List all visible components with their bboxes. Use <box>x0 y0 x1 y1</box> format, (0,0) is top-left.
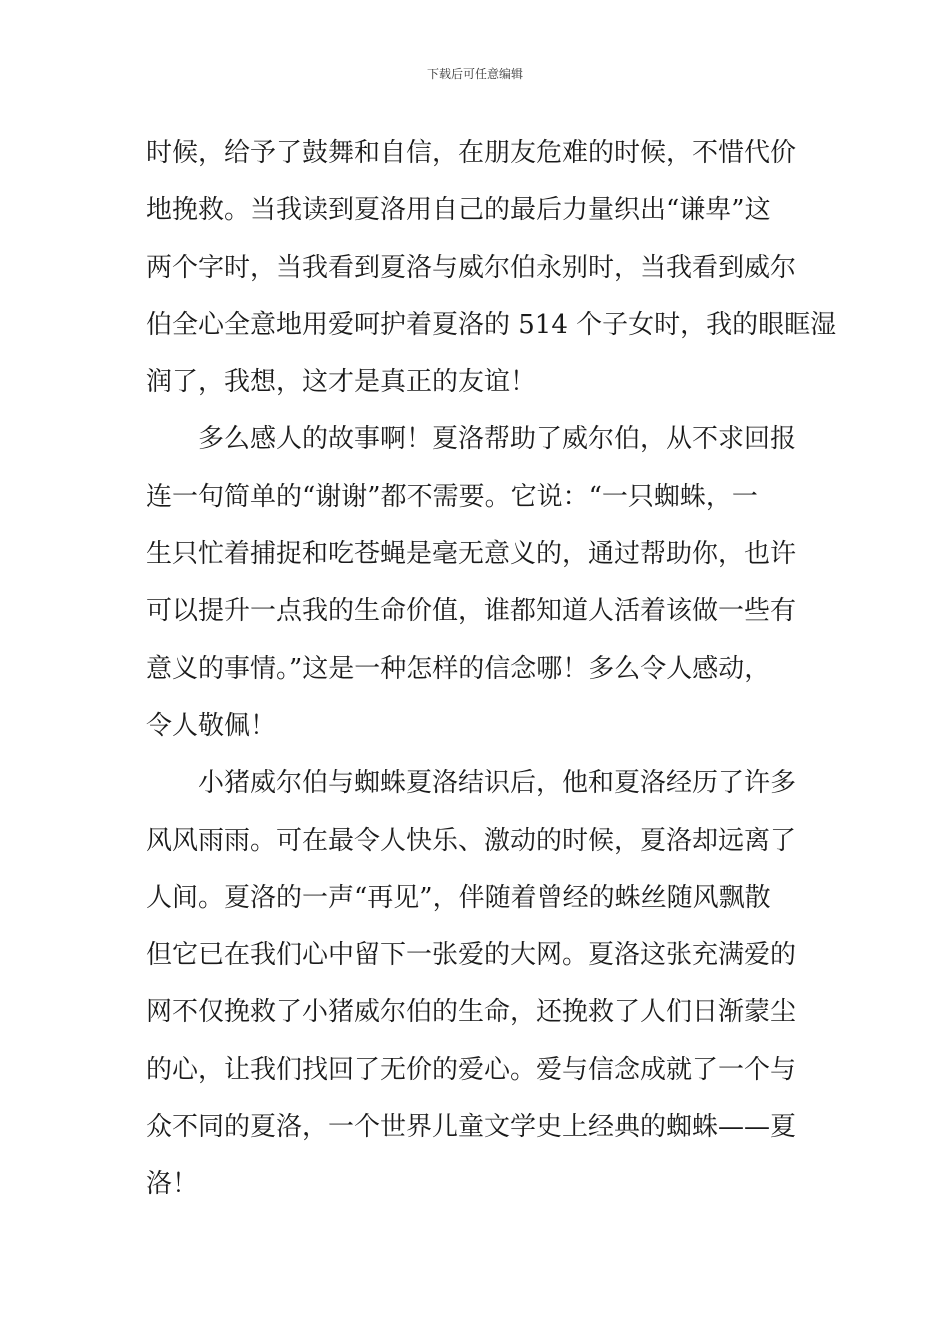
text-line: 意义的事情。”这是一种怎样的信念哪！多么令人感动， <box>146 653 771 684</box>
text-line: 时候，给予了鼓舞和自信，在朋友危难的时候，不惜代价 <box>146 138 797 168</box>
text-line: 伯全心全意地用爱呵护着夏洛的 514 个子女时，我的眼眶湿 <box>146 309 837 340</box>
page-header: 下载后可任意编辑 <box>426 67 523 81</box>
text-line: 众不同的夏洛，一个世界儿童文学史上经典的蜘蛛——夏 <box>146 1112 797 1143</box>
text-line: 可以提升一点我的生命价值，谁都知道人活着该做一些有 <box>146 596 797 627</box>
text-line: 风风雨雨。可在最令人快乐、激动的时候，夏洛却远离了 <box>146 825 797 856</box>
text-line: 润了，我想，这才是真正的友谊！ <box>146 367 537 398</box>
paragraph-start-line: 多么感人的故事啊！夏洛帮助了威尔伯，从不求回报 <box>198 424 797 455</box>
text-line: 生只忙着捕捉和吃苍蝇是毫无意义的，通过帮助你，也许 <box>146 539 797 570</box>
document-body <box>146 125 837 1214</box>
text-line: 网不仅挽救了小猪威尔伯的生命，还挽救了人们日渐蒙尘 <box>146 997 797 1028</box>
text-line: 连一句简单的“谢谢”都不需要。它说：“一只蜘蛛，一 <box>146 481 758 512</box>
text-line: 两个字时，当我看到夏洛与威尔伯永别时，当我看到威尔 <box>146 252 797 283</box>
text-line: 但它已在我们心中留下一张爱的大网。夏洛这张充满爱的 <box>146 940 797 971</box>
text-line: 地挽救。当我读到夏洛用自己的最后力量织出“谦卑”这 <box>146 195 771 226</box>
text-line: 的心，让我们找回了无价的爱心。爱与信念成就了一个与 <box>146 1054 797 1085</box>
text-line: 人间。夏洛的一声“再见”，伴随着曾经的蛛丝随风飘散 <box>146 882 771 913</box>
paragraph-start-line: 小猪威尔伯与蜘蛛夏洛结识后，他和夏洛经历了许多 <box>198 768 797 799</box>
text-line: 洛！ <box>146 1169 199 1200</box>
text-line: 令人敬佩！ <box>146 710 277 741</box>
